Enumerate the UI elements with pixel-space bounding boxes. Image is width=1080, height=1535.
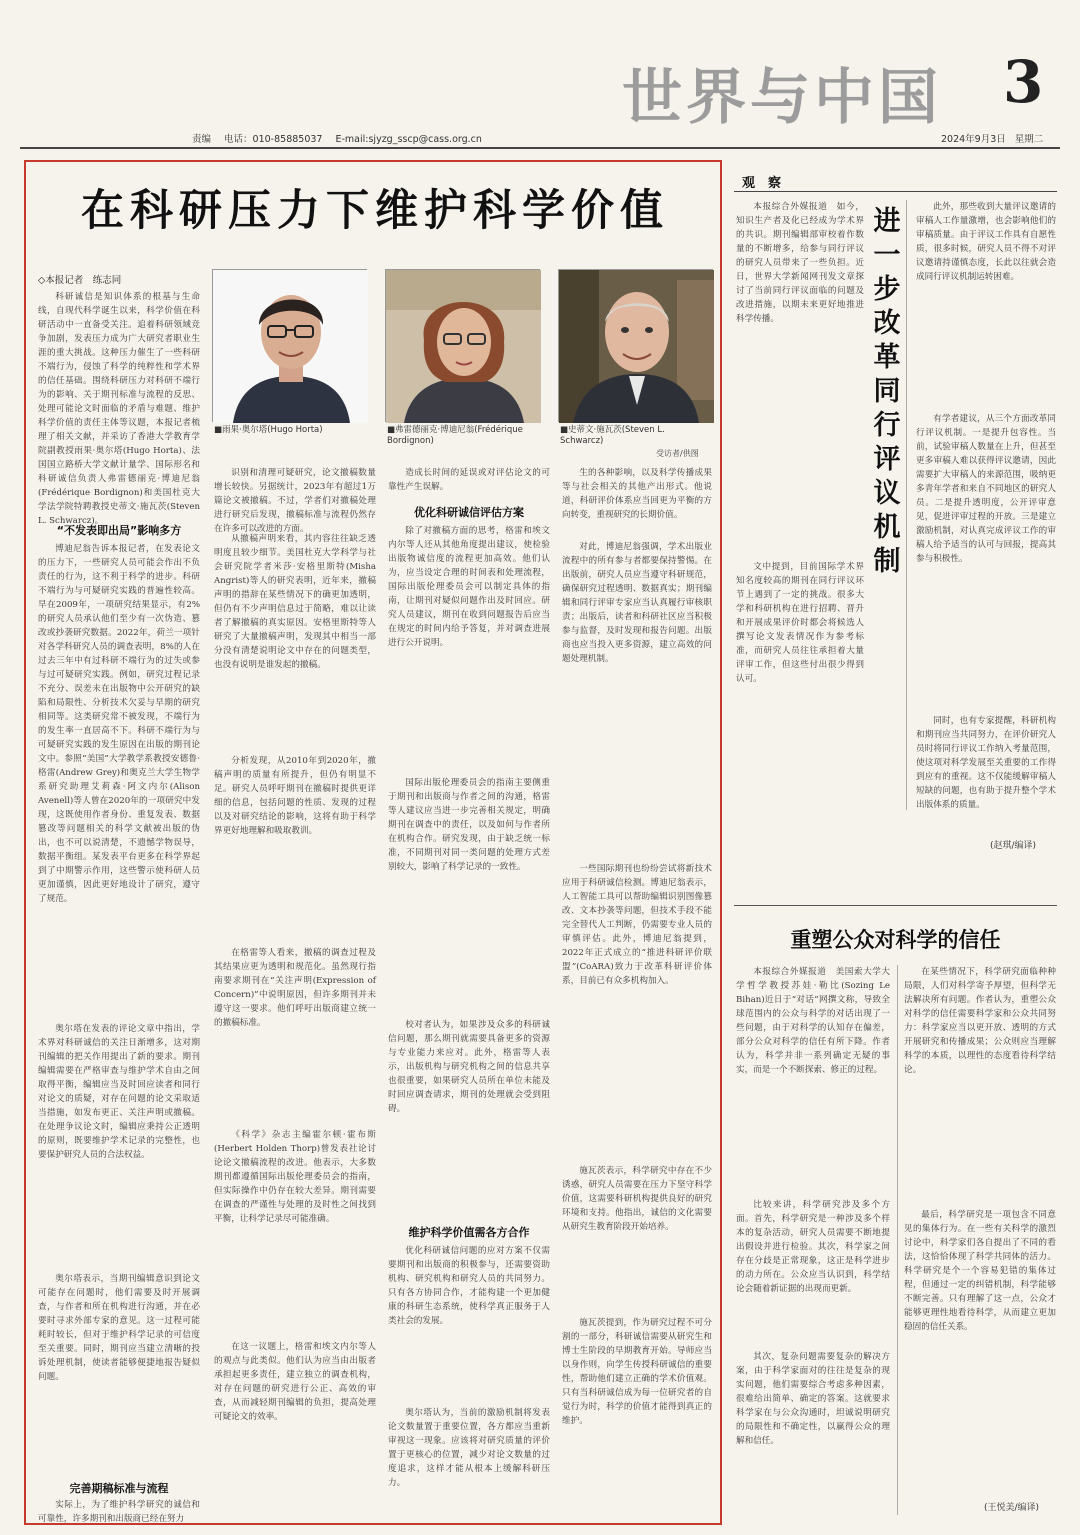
col1-body-b (38, 1022, 200, 1272)
col3-body-d-text: 优化科研诚信问题的应对方案不仅需要期刊和出版商的积极参与，还需要资助机构、研究机构和研究人员的共同努力。只有各方协同合作，才能构建一个更加健康的科研生态系统，使科学真正服务于人类社会的发展。 (388, 1246, 550, 1326)
side1-body-b-text: 此外，那些收到大量评议邀请的审稿人工作量激增，也会影响他们的审稿质量。由于评议工作具有自愿性质，很多时候，研究人员不得不对评议邀请持谨慎态度，长此以往就会造成同行评议机制运转困难。 (916, 202, 1056, 282)
col4-top (562, 466, 712, 536)
contact-line (192, 131, 492, 145)
col2-body-e-text: 在这一议题上，格雷和埃文内尔等人的观点与此类似。他们认为应当由出版者承担起更多责任，建立独立的调查机构，对存在问题的研究进行公正、高效的审查，从而减轻期刊编辑的负担，提高处理可疑论文的效率。 (214, 1342, 376, 1422)
col3-body-a-text: 除了对撤稿方面的思考，格雷和埃文内尔等人还从其他角度提出建议，使检验出版物诚信度的流程更加高效。他们认为，应当设定合理的时间表和处理流程，国际出版伦理委员会可以制定具体的指南，让期刊对疑似问题作出及时回应。研究人员建议，期刊在收到问题报告后应当在规定的时间内给予答复，并对调查进展进行公开说明。 (388, 526, 550, 648)
col3-body-b (388, 776, 550, 1016)
col2-body-d (214, 1128, 376, 1338)
subhead-1: “不发表即出局”影响多方 (56, 524, 182, 537)
col4-body-c-text: 施瓦茨表示，科学研究中存在不少诱惑，研究人员需要在压力下坚守科学价值，这需要科研机构提供良好的研究环境和支持。他指出，诚信的文化需要从研究生教育阶段开始培养。 (562, 1166, 712, 1232)
photo-caption-bordignon: ■弗雷德丽克·博迪尼翁(Frédérique Bordignon) (387, 425, 523, 446)
side1-body-a (736, 560, 864, 900)
col2-body-b (214, 754, 376, 944)
side2-body-c (904, 965, 1056, 1205)
col4-top-text: 生的各种影响，以及科学传播成果等与社会相关的其他产出形式。他说道，科研评价体系应当回更为平衡的方向转变，重视研究的长期价值。 (562, 468, 712, 520)
col2-body-a (214, 532, 376, 752)
col2-top (214, 466, 376, 534)
col2-top-text: 识别和清理可疑研究，论文撤稿数量增长较快。另据统计，2023年有超过1万篇论文被撤稿。不过，学者们对撤稿处理进行研究后发现，撤稿标准与流程仍然存在许多可以改进的方面。 (214, 468, 376, 534)
side2-body-a (736, 1198, 890, 1348)
col4-body-d (562, 1316, 712, 1520)
top-rule (20, 147, 1060, 149)
col3-body-a (388, 524, 550, 774)
col1-body-a-text: 博迪尼翁告诉本报记者，在发表论文的压力下，一些研究人员可能会作出不负责任的行为，这不利于科学的进步。科研不端行为与可疑研究实践的普遍性较高。早在2009年，一项研究结果显示，有2%的研究人员承认他们至少有一次伪造、篡改或抄袭研究数据。2022年，荷兰一项针对各学科研究人员的调查表明，8%的人在过去三年中有过科研不端行为的过失或参与过可疑研究实践。例如，研究过程记录不充分、误差未在出版物中公开研究的缺陷和局限性、分析技术欠妥与早期的研究相同等。这类研究常不被发现，不端行为的发生率一直居高不下。科研不端行为与可疑研究实践的发生原因在出版的期刊论文中。参照“美国”大学教学系教授安德鲁·格雷(Andrew Grey)和奥克兰大学生物学系研究助理艾莉森·阿文内尔(Alison Avenell)等人曾在2020年的一项研究中发现，这既使用作者身份、重复发表、数据篡改等问题相关的科学文献被出版的伪出，也不可以说清楚，不遗憾学物误导，数据平衡组。某发表平台更多在科学界起到了中期警示作用，这些警示使科研人员更加谨慎，因此更好地设计了研究，遵守了规范。 (38, 544, 200, 904)
side1-body-b (916, 200, 1056, 410)
editor-label: 责编 (192, 134, 212, 145)
side2-lead-text: 本报综合外媒报道 美国索大学大学哲学教授苏娃·勒比(Sozing Le Bihan)近日于“对话”网撰文称，导致全球范围内的公众与科学的对话出现了一些问题，由于对科学的认知存在偏差，部分公众对科学的信任有所下降。作者认为，科学并非一系列确定无疑的事实，而是一个不断探索、修正的过程。 (736, 967, 890, 1075)
col4-body-d-text: 施瓦茨提到，作为研究过程不可分割的一部分，科研诚信需要从研究生和博士生阶段的早期教育开始。导师应当以身作则，向学生传授科研诚信的重要性，帮助他们建立正确的学术价值观。只有当科研诚信成为每一位研究者的自觉行为时，科学的价值才能得到真正的维护。 (562, 1318, 712, 1426)
main-headline: 在科研压力下维护科学价值 (81, 186, 669, 236)
side1-divider (906, 200, 907, 810)
col2-body-c (214, 946, 376, 1126)
col4-body-a (562, 540, 712, 860)
col3-body-e (388, 1406, 550, 1520)
side-separator (734, 905, 1057, 906)
col3-body-c-text: 校对者认为，如果涉及众多的科研诚信问题，那么期刊就需要具备更多的资源与专业能力来应对。此外，格雷等人表示，出版机构与研究机构之间的信息共享也很重要，如果研究人员所在单位未能及时回应调查请求，期刊的处理就会受到阻碍。 (388, 1020, 550, 1114)
col2-body-a-text: 从撤稿声明来看，其内容往往缺乏透明度且较少细节。美国杜克大学科学与社会研究院学者米莎·安格里斯特(Misha Angrist)等人的研究表明，近年来，撤稿声明的措辞在某些情况下的确更加透明，但仍有不少声明信息过于简略，难以让读者了解撤稿的真实原因。安格里斯特等人研究了大量撤稿声明，发现其中相当一部分没有清楚说明论文中存在的问题类型，也没有说明是谁发起的撤稿。 (214, 534, 376, 670)
photo-hugo-horta (212, 269, 367, 422)
col3-top (388, 466, 550, 496)
col4-body-b-text: 一些国际期刊也纷纷尝试将新技术应用于科研诚信检测。博迪尼翁表示，人工智能工具可以帮助编辑识别图像篡改、文本抄袭等问题，但技术手段不能完全替代人工判断，仍需要专业人员的审慎评估。此外，博迪尼翁提到，2022年正式成立的“推进科研评价联盟”(CoARA)致力于改革科研评价体系，目前已有众多机构加入。 (562, 864, 712, 986)
col1-intro (38, 290, 200, 526)
side2-body-a-text: 比较来讲，科学研究涉及多个方面。首先，科学研究是一种涉及多个样本的复杂活动，研究人员需要不断地提出假设并进行检验。其次，科学家之间存在分歧是正常现象，这正是科学进步的动力所在。公众应当认识到，科学结论会随着新证据的出现而更新。 (736, 1200, 890, 1294)
issue-weekday: 星期二 (1014, 134, 1044, 145)
subhead-3: 维护科学价值需各方合作 (408, 1226, 530, 1239)
col1-intro-text: 科研诚信是知识体系的根基与生命线，自现代科学诞生以来，科学价值在科研活动中一直备受关注。追着科研领域竞争加剧，发表压力成为广大研究者职业生涯的重大挑战。这种压力催生了一些科研不端行为，侵蚀了科学的纯粹性和学术界的信任基础。围绕科研压力对科研不端行为的影响、关于期刊标准与流程的反思、处理可能论文时面临的矛盾与难题、维护科学价值的责任主体等议题，本报记者梳理了相关文献，并采访了香港大学教育学院副教授雨果·奥尔塔(Hugo Horta)、法国国立路桥大学文献计量学、国际形名和科研诚信负责人弗雷德丽克·博迪尼翁(Frédérique Bordignon)和美国杜克大学法学院特聘教授史蒂文·施瓦茨(Steven L. Schwarcz)。 (38, 292, 200, 526)
side2-body-d (904, 1208, 1056, 1496)
side1-body-d (916, 714, 1056, 834)
masthead (0, 0, 1080, 150)
col1-body-c (38, 1272, 200, 1472)
observation-section (734, 172, 1057, 192)
side2-body-b-text: 其次，复杂问题需要复杂的解决方案，由于科学家面对的往往是复杂的现实问题，他们需要综合考虑多种因素，很难给出简单、确定的答案。这就要求科学家在与公众沟通时，坦诚说明研究的局限性和不确定性，以赢得公众的理解和信任。 (736, 1352, 890, 1446)
side2-body-b (736, 1350, 890, 1518)
col3-body-e-text: 奥尔塔认为，当前的激励机制将发表论文数量置于重要位置，各方都应当重新审视这一现象。应该将对研究质量的评价置于更核心的位置，减少对论文数量的过度追求，这样才能从根本上缓解科研压力。 (388, 1408, 550, 1488)
byline: ◇本报记者 练志同 (38, 275, 122, 286)
col1-body-c-text: 奥尔塔表示，当期刊编辑意识到论文可能存在问题时，他们需要及时开展调查，与作者和所在机构进行沟通，并在必要时寻求外部专家的意见。这一过程可能耗时较长，但对于维护科学记录的可信度至关重要。同时，期刊应当建立清晰的投诉处理机制，使读者能够便捷地报告疑似问题。 (38, 1274, 200, 1382)
col3-body-d (388, 1244, 550, 1404)
col2-body-d-text: 《科学》杂志主编霍尔顿·霍布斯(Herbert Holden Thorp)曾发表社论讨论论文撤稿流程的改进。他表示，大多数期刊都遵循国际出版伦理委员会的指南，但实际操作中仍存在较大差异。期刊需要在调查的严谨性与处理的及时性之间找到平衡，让科学记录尽可能准确。 (214, 1130, 376, 1224)
photo-steven-schwarcz (558, 269, 713, 422)
side2-body-d-text: 最后，科学研究是一项包含不同意见的集体行为。在一些有关科学的激烈讨论中，科学家们各自提出了不同的看法，这恰恰体现了科学共同体的活力。科学研究是个一个容易犯错的集体过程，但通过一定的纠错机制，科学能够不断完善。只有理解了这一点，公众才能够更理性地看待科学，从而建立更加稳固的信任关系。 (904, 1210, 1056, 1332)
side1-lead (736, 200, 864, 560)
col1-body-d (38, 1498, 200, 1522)
date-line (935, 131, 1043, 145)
photo-caption-horta: ■雨果·奥尔塔(Hugo Horta) (214, 425, 323, 435)
section-title: 世界与中国 (622, 63, 942, 133)
col4-body-c (562, 1164, 712, 1314)
col2-body-b-text: 分析发现，从2010年到2020年，撤稿声明的质量有所提升，但仍有明显不足。研究人员呼吁期刊在撤稿时提供更详细的信息，包括问题的性质、发现的过程以及对研究结论的影响，这将有助于科学界更好地理解和吸取教训。 (214, 756, 376, 836)
phone-text: 电话：010-85885037 (224, 134, 323, 145)
col1-body-a (38, 542, 200, 1022)
page-number: 3 (1003, 48, 1044, 116)
side1-title: 进一步改革同行评议机制 (873, 206, 901, 577)
side2-body-c-text: 在某些情况下，科学研究面临种种局限，人们对科学寄予厚望，但科学无法解决所有问题。作者认为，重塑公众对科学的信任需要科学家和公众共同努力：科学家应当以更开放、透明的方式开展研究和传播成果；公众则应当理解科学的本质，以理性的态度看待科学结论。 (904, 967, 1056, 1075)
observation-tag: 观 察 (742, 176, 782, 191)
side1-lead-text: 本报综合外媒报道 如今，知识生产者及化已经成为学术界的共识。期刊编辑部审校着作数量的不断增多，给参与同行评议的研究人员带来了一些负担。近日，世界大学新闻网刊发文章探讨了当前同行评议面临的问题及改进措施，以期未来更好地推进科学传播。 (736, 202, 864, 324)
photo-frederique-bordignon (385, 269, 540, 422)
col4-body-a-text: 对此，博迪尼翁强调，学术出版业流程中的所有参与者都要保持警惕。在出版前，研究人员应当遵守科研规范，确保研究过程透明、数据真实；期刊编辑和同行评审专家应当认真履行审核职责；出版后，读者和科研社区应当积极参与监督，及时发现和报告问题。出版商也应当投入更多资源，建立高效的问题处理机制。 (562, 542, 712, 664)
side1-body-d-text: 同时，也有专家提醒，科研机构和期刊应当共同努力，在评价研究人员时将同行评议工作纳入考量范围，使这项对科学发展至关重要的工作得到应有的重视。这不仅能缓解审稿人短缺的问题，也有助于提升整个学术出版体系的质量。 (916, 716, 1056, 810)
email-text: E-mail:sjyzg_sscp@cass.org.cn (335, 134, 482, 145)
col4-body-b (562, 862, 712, 1162)
side1-body-c (916, 412, 1056, 712)
subhead-2: 优化科研诚信评估方案 (414, 506, 524, 519)
col2-body-e (214, 1340, 376, 1520)
side1-translator: (赵琪/编译) (990, 841, 1037, 851)
photo-credit: 受访者/供图 (656, 449, 699, 458)
col2-body-c-text: 在格雷等人看来，撤稿的调查过程及其结果应更为透明和规范化。虽然现行指南要求期刊在“关注声明(Expression of Concern)”中说明原因，但许多期刊并未遵守这一要求。他们呼吁出版商建立统一的撤稿标准。 (214, 948, 376, 1028)
col3-body-c (388, 1018, 550, 1208)
side1-body-c-text: 有学者建议，从三个方面改革同行评议机制。一是提升包容性。当前，试验审稿人数量在上升，但甚至更多审稿人难以获得评议邀请，因此需要扩大审稿人的来源范围，吸纳更多青年学者和来自不同地区的研究人员。二是提升透明度，公开评审意见，促进评审过程的开放。三是建立激励机制，对认真完成评议工作的审稿人给予适当的认可与回报，提高其参与积极性。 (916, 414, 1056, 564)
subhead-4: 完善期稿标准与流程 (69, 1482, 169, 1495)
side2-lead (736, 965, 890, 1195)
side2-divider (897, 965, 898, 1515)
col3-top-text: 造成长时间的延误或对评估论文的可靠性产生误解。 (388, 468, 550, 492)
side2-translator: (王悦美/编译) (984, 1503, 1040, 1513)
photo-caption-schwarcz: ■史蒂文·施瓦茨(Steven L. Schwarcz) (560, 425, 665, 446)
col3-body-b-text: 国际出版伦理委员会的指南主要侧重于期刊和出版商与作者之间的沟通，格雷等人建议应当进一步完善相关规定，明确期刊在调查中的责任，以及如何与作者所在机构合作。研究发现，由于缺乏统一标准，不同期刊对同一类问题的处理方式差别较大，影响了科学记录的一致性。 (388, 778, 550, 872)
issue-date: 2024年9月3日 (941, 134, 1006, 145)
main-article (24, 160, 722, 1525)
col1-body-b-text: 奥尔塔在发表的评论文章中指出，学术界对科研诚信的关注日渐增多，这对期刊编辑的把关作用提出了新的要求。期刊编辑需要在严格审查与维护学术自由之间取得平衡，编辑应当及时回应读者和同行对论文的质疑，对存在问题的论文采取适当措施，如发布更正、关注声明或撤稿。在处理争议论文时，编辑应秉持公正透明的原则，既要维护学术记录的完整性，也要保护研究人员的合法权益。 (38, 1024, 200, 1160)
side2-title: 重塑公众对科学的信任 (790, 928, 1001, 952)
side1-body-a-text: 文中提到，目前国际学术界知名度较高的期刊在同行评议环节上遇到了一定的挑战。很多大学和科研机构在进行招聘、晋升和开展成果评价时都会将候选人撰写论文发表情况作为参考标准，而研究人员往往承担着大量评审工作，但这些付出很少得到认可。 (736, 562, 864, 684)
col1-body-d-text: 实际上，为了维护科学研究的诚信和可靠性，许多期刊和出版商已经在努力 (38, 1500, 200, 1524)
